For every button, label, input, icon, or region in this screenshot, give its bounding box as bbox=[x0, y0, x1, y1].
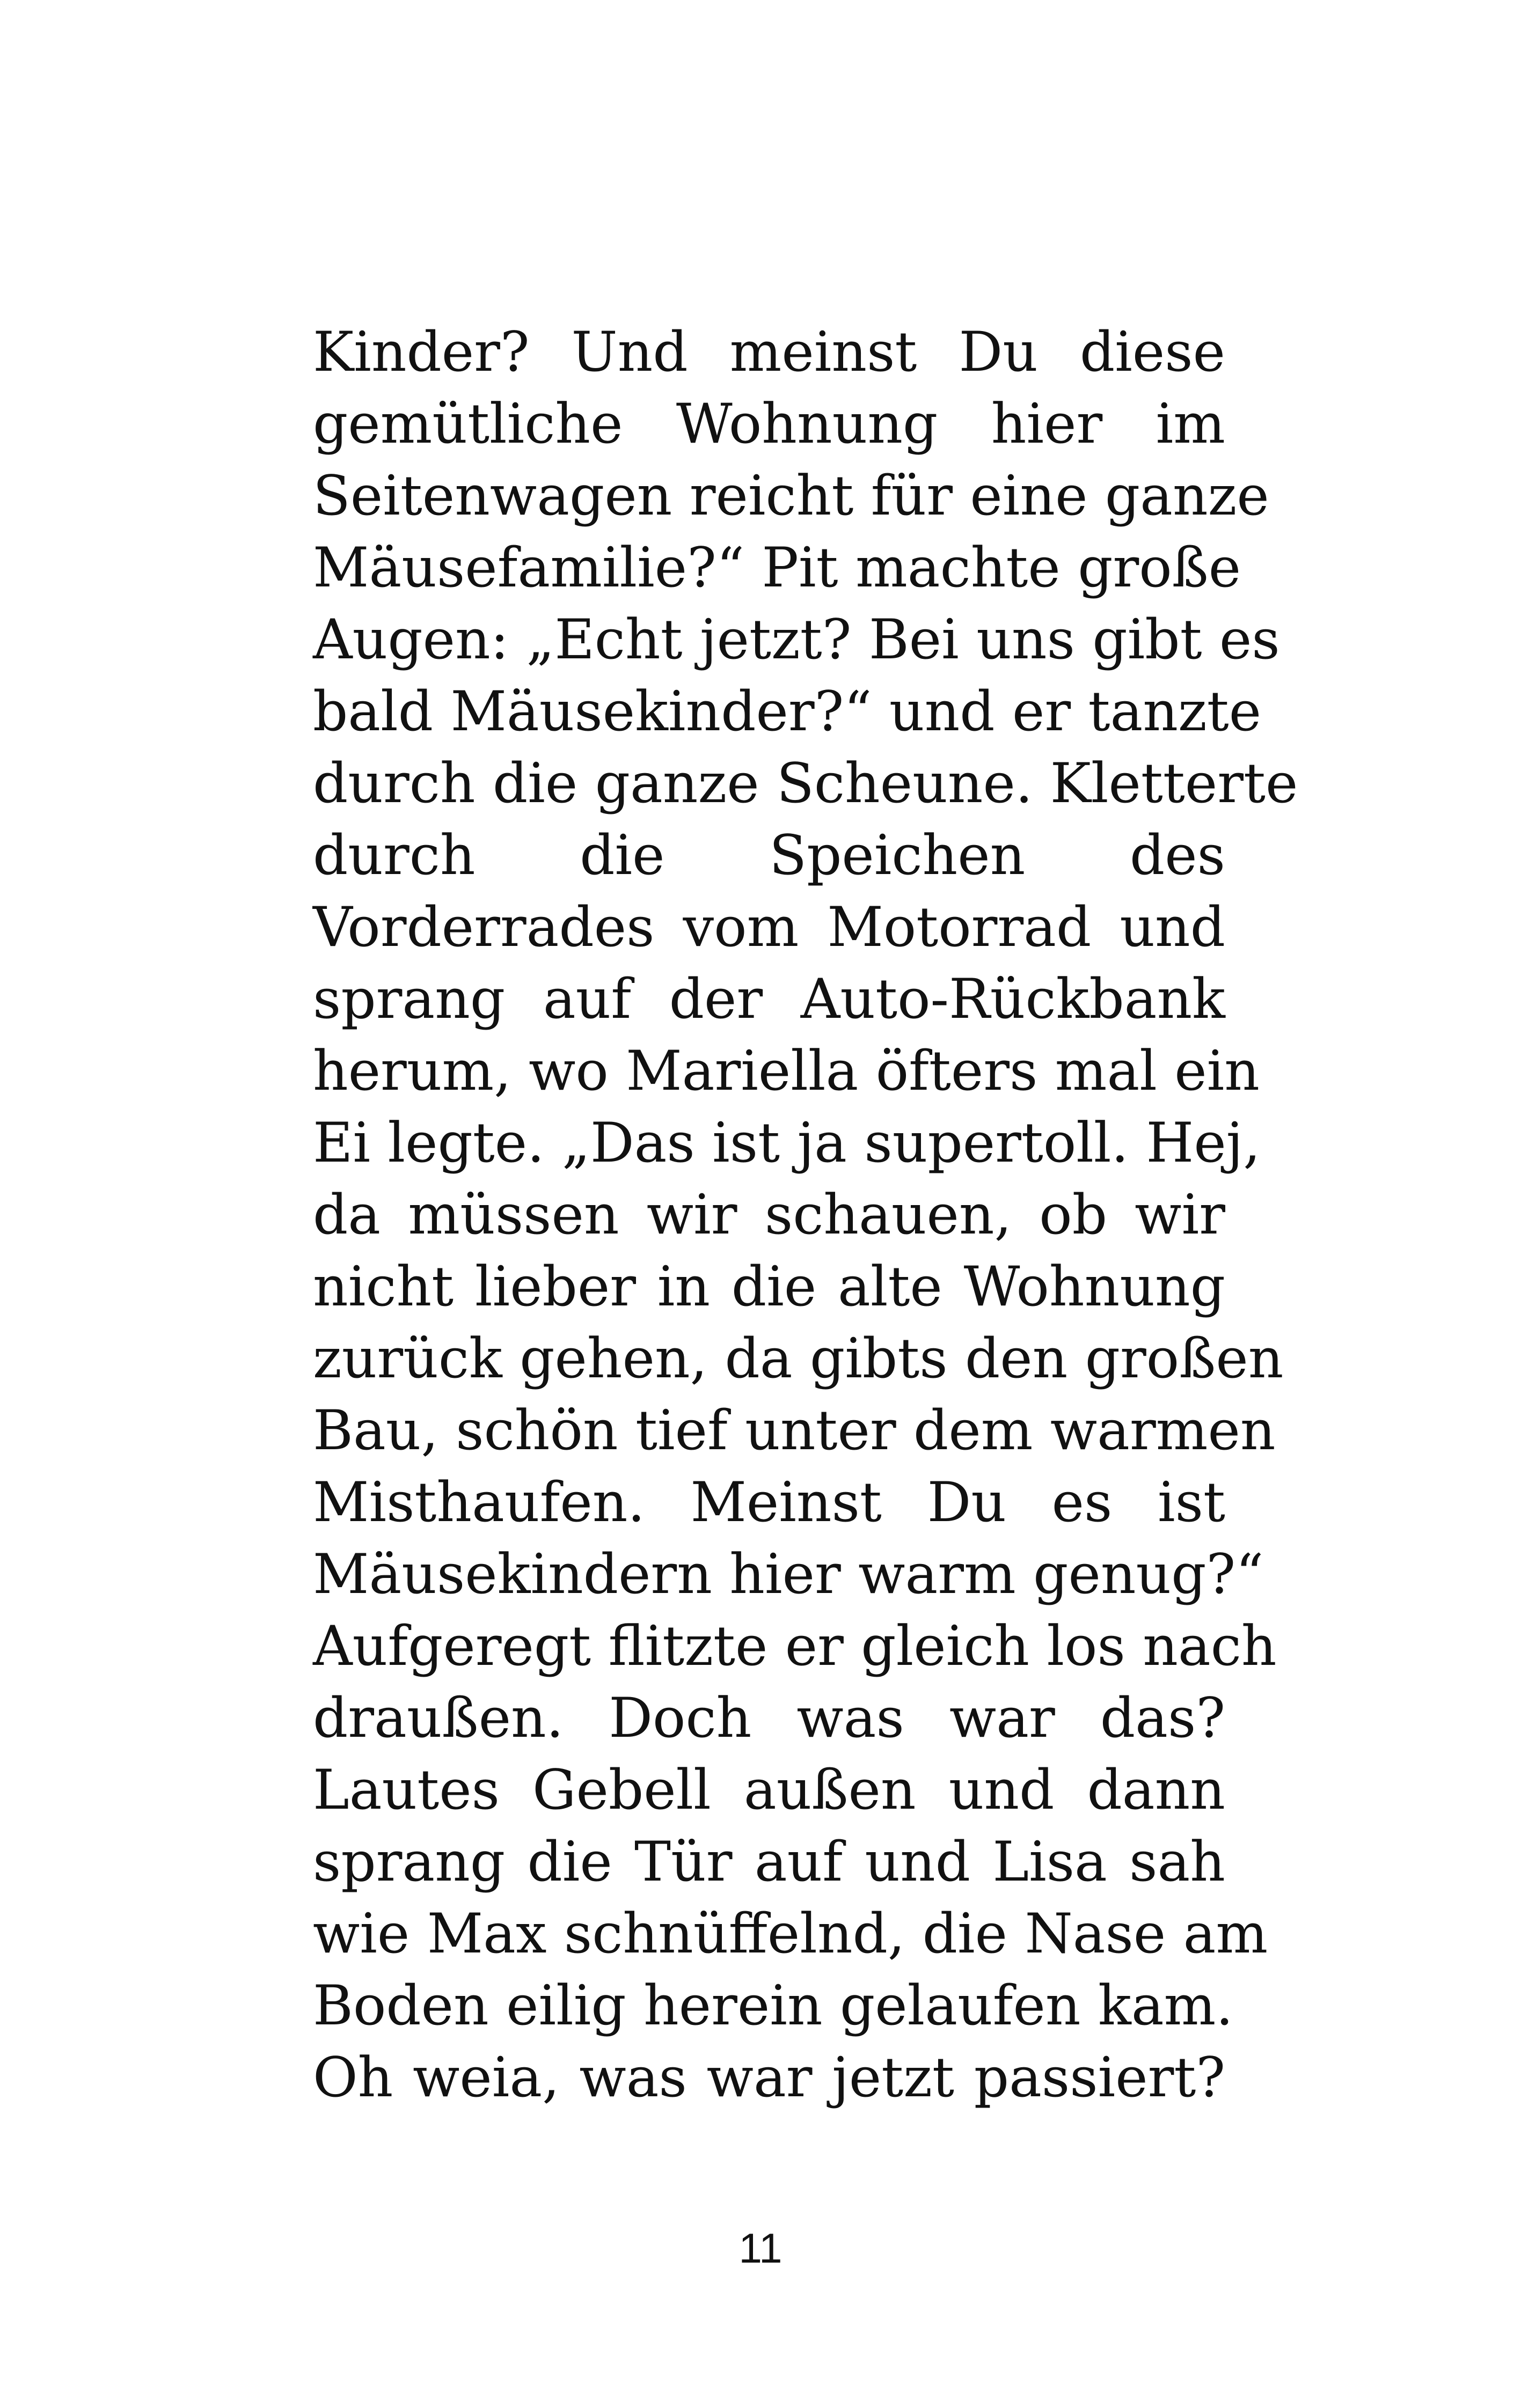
text-line: Mäusekindern hier warm genug?“ bbox=[313, 1543, 1264, 1606]
text-line: gemütliche Wohnung hier im bbox=[313, 392, 1225, 456]
text-line: sprang die Tür auf und Lisa sah bbox=[313, 1830, 1225, 1894]
text-line: Mäusefamilie?“ Pit machte große bbox=[313, 536, 1241, 600]
text-line: Misthaufen. Meinst Du es ist bbox=[313, 1471, 1225, 1535]
text-line: Lautes Gebell außen und dann bbox=[313, 1758, 1225, 1822]
text-line: Seitenwagen reicht für eine ganze bbox=[313, 464, 1269, 528]
text-line: Bau, schön tief unter dem warmen bbox=[313, 1399, 1276, 1463]
text-line: Kinder? Und meinst Du diese bbox=[313, 320, 1225, 384]
text-line: sprang auf der Auto-Rückbank bbox=[313, 967, 1225, 1031]
text-line: Ei legte. „Das ist ja supertoll. Hej, bbox=[313, 1111, 1261, 1175]
text-line: wie Max schnüffelnd, die Nase am bbox=[313, 1902, 1268, 1966]
text-line: Aufgeregt flitzte er gleich los nach bbox=[313, 1614, 1277, 1678]
text-line: zurück gehen, da gibts den großen bbox=[313, 1327, 1284, 1391]
text-line: Augen: „Echt jetzt? Bei uns gibt es bbox=[313, 608, 1280, 672]
text-line: draußen. Doch was war das? bbox=[313, 1686, 1225, 1750]
text-line: herum, wo Mariella öfters mal ein bbox=[313, 1039, 1260, 1103]
text-line: nicht lieber in die alte Wohnung bbox=[313, 1255, 1225, 1319]
text-line: Boden eilig herein gelaufen kam. bbox=[313, 1974, 1233, 2038]
text-line: Vorderrades vom Motorrad und bbox=[313, 895, 1225, 959]
text-line: durch die ganze Scheune. Kletterte bbox=[313, 752, 1298, 816]
text-line: durch die Speichen des bbox=[313, 824, 1225, 887]
page-number: 11 bbox=[738, 2225, 783, 2272]
text-line: da müssen wir schauen, ob wir bbox=[313, 1183, 1225, 1247]
text-line: bald Mäusekinder?“ und er tanzte bbox=[313, 680, 1262, 744]
text-line: Oh weia, was war jetzt passiert? bbox=[313, 2046, 1225, 2110]
